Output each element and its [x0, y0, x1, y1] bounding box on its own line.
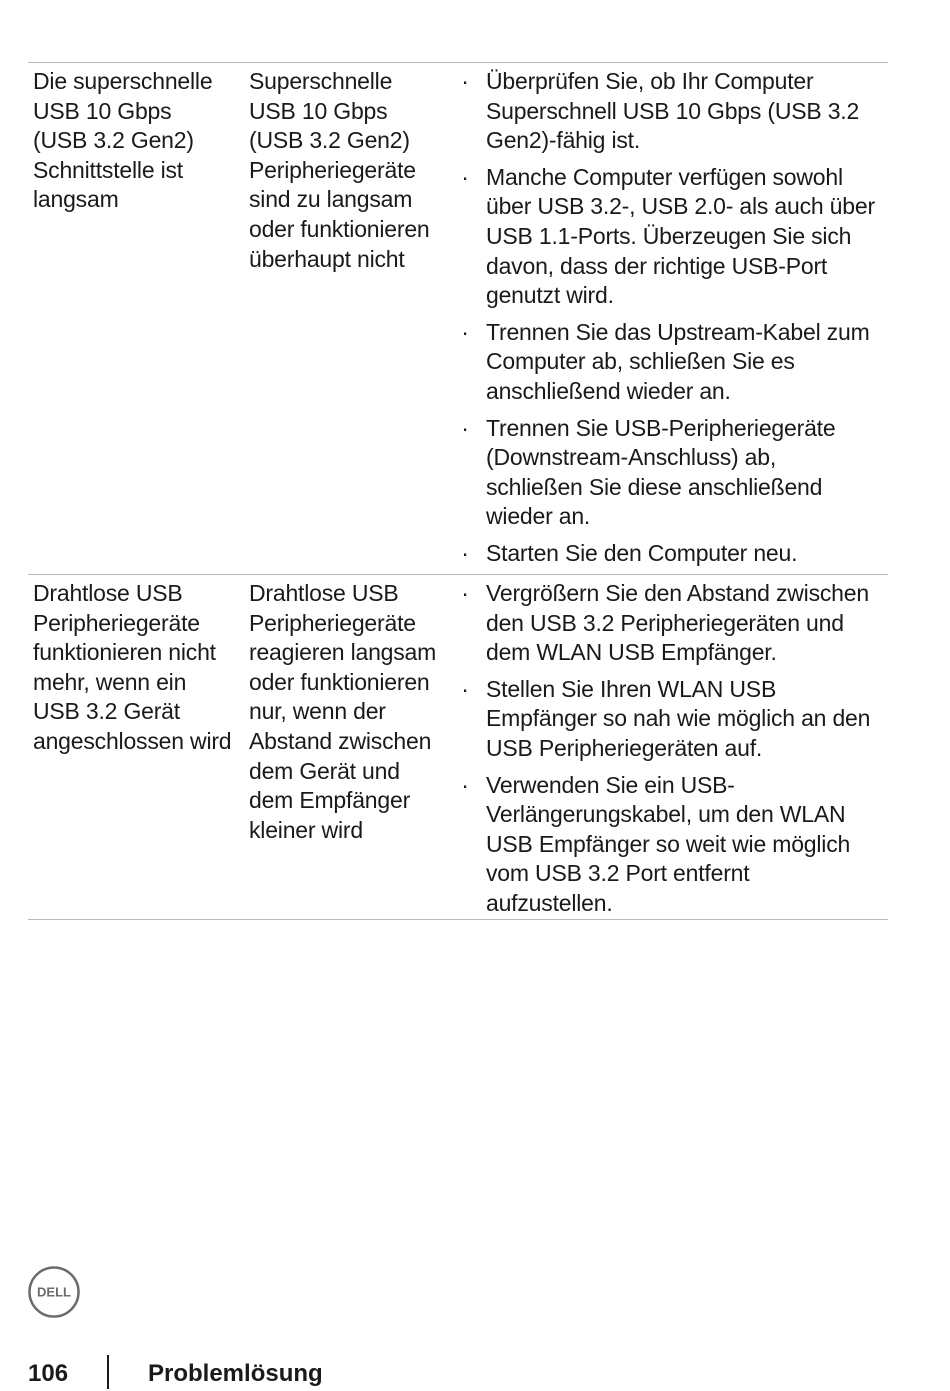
bullet-icon: · [461, 771, 469, 798]
solution-text: vom USB 3.2 Port entfernt [486, 860, 750, 887]
problem-text: Drahtlose USB [33, 580, 183, 606]
table-row [28, 574, 888, 920]
problem-text: USB 10 Gbps [33, 97, 172, 124]
solution-text: USB Peripheriegeräten auf. [486, 734, 763, 761]
solution-text: dem WLAN USB Empfänger. [486, 639, 777, 666]
solution-item [454, 67, 888, 156]
bullet-icon: · [461, 318, 469, 345]
problem-text: angeschlossen wird [33, 727, 232, 754]
symptom-text: (USB 3.2 Gen2) [249, 127, 410, 154]
solution-cell [454, 579, 888, 919]
bullet-icon: · [461, 539, 469, 566]
symptom-cell [244, 579, 454, 919]
solution-item [454, 771, 888, 919]
solution-text: aufzustellen. [486, 889, 613, 916]
solution-text: Computer ab, schließen Sie es [486, 348, 795, 375]
solution-item [454, 539, 888, 569]
symptom-cell [244, 67, 454, 574]
solution-text: Gen2)-fähig ist. [486, 127, 641, 154]
solution-item [454, 675, 888, 764]
solution-text: Starten Sie den Computer neu. [486, 539, 798, 566]
solution-item [454, 163, 888, 311]
page-number: 106 [28, 1360, 69, 1387]
solution-item [454, 414, 888, 532]
symptom-text: Drahtlose USB [249, 580, 399, 606]
troubleshooting-table [28, 62, 888, 920]
table-row [28, 62, 888, 574]
solution-text: (Downstream-Anschluss) ab, [486, 444, 777, 471]
symptom-text: reagieren langsam [249, 639, 437, 666]
solution-text: Manche Computer verfügen sowohl [486, 163, 843, 190]
solution-text: USB Empfänger so weit wie möglich [486, 830, 851, 857]
solution-text: Vergrößern Sie den Abstand zwischen [486, 580, 869, 606]
symptom-text: oder funktionieren [249, 215, 430, 242]
bullet-icon: · [461, 580, 469, 606]
problem-text: USB 3.2 Gerät [33, 698, 180, 725]
solution-cell [454, 67, 888, 574]
solution-item [454, 318, 888, 407]
bullet-icon: · [461, 68, 469, 94]
symptom-text: Superschnelle [249, 68, 393, 94]
symptom-text: Peripheriegeräte [249, 156, 416, 183]
symptom-text: überhaupt nicht [249, 245, 405, 272]
problem-cell [28, 67, 244, 574]
problem-cell [28, 579, 244, 919]
solution-text: Verlängerungskabel, um den WLAN [486, 801, 846, 828]
solution-text: Überprüfen Sie, ob Ihr Computer [486, 68, 814, 94]
solution-text: schließen Sie diese anschließend [486, 473, 823, 500]
symptom-text: dem Empfänger [249, 787, 411, 814]
solution-text: Verwenden Sie ein USB- [486, 771, 735, 798]
symptom-text: nur, wenn der [249, 698, 386, 725]
solution-text: Stellen Sie Ihren WLAN USB [486, 675, 777, 702]
bullet-icon: · [461, 163, 469, 190]
problem-text: funktionieren nicht [33, 639, 216, 666]
symptom-text: Peripheriegeräte [249, 609, 416, 636]
problem-text: Peripheriegeräte [33, 609, 200, 636]
section-title: Problemlösung [148, 1360, 323, 1387]
problem-text: (USB 3.2 Gen2) [33, 127, 194, 154]
symptom-text: USB 10 Gbps [249, 97, 388, 124]
problem-text: langsam [33, 186, 119, 213]
solution-text: davon, dass der richtige USB-Port [486, 252, 828, 279]
footer-divider [107, 1355, 109, 1389]
symptom-text: Abstand zwischen [249, 727, 432, 754]
solution-item [454, 579, 888, 668]
solution-text: Trennen Sie USB-Peripheriegeräte [486, 414, 836, 441]
dell-logo-icon [27, 1265, 81, 1319]
bullet-icon: · [461, 414, 469, 441]
solution-text: Trennen Sie das Upstream-Kabel zum [486, 318, 870, 345]
solution-text: wieder an. [486, 503, 591, 530]
logo-text: DELL [37, 1284, 71, 1300]
problem-text: Schnittstelle ist [33, 156, 183, 183]
solution-text: Superschnell USB 10 Gbps (USB 3.2 [486, 97, 860, 124]
bullet-icon: · [461, 675, 469, 702]
problem-text: mehr, wenn ein [33, 668, 187, 695]
symptom-text: oder funktionieren [249, 668, 430, 695]
symptom-text: dem Gerät und [249, 757, 400, 784]
symptom-text: sind zu langsam [249, 186, 413, 213]
solution-text: anschließend wieder an. [486, 377, 731, 404]
problem-text: Die superschnelle [33, 68, 213, 94]
solution-text: den USB 3.2 Peripheriegeräten und [486, 609, 844, 636]
symptom-text: kleiner wird [249, 816, 363, 843]
solution-text: über USB 3.2-, USB 2.0- als auch über [486, 193, 875, 220]
solution-text: Empfänger so nah wie möglich an den [486, 705, 871, 732]
solution-text: USB 1.1-Ports. Überzeugen Sie sich [486, 222, 852, 249]
solution-text: genutzt wird. [486, 282, 614, 309]
